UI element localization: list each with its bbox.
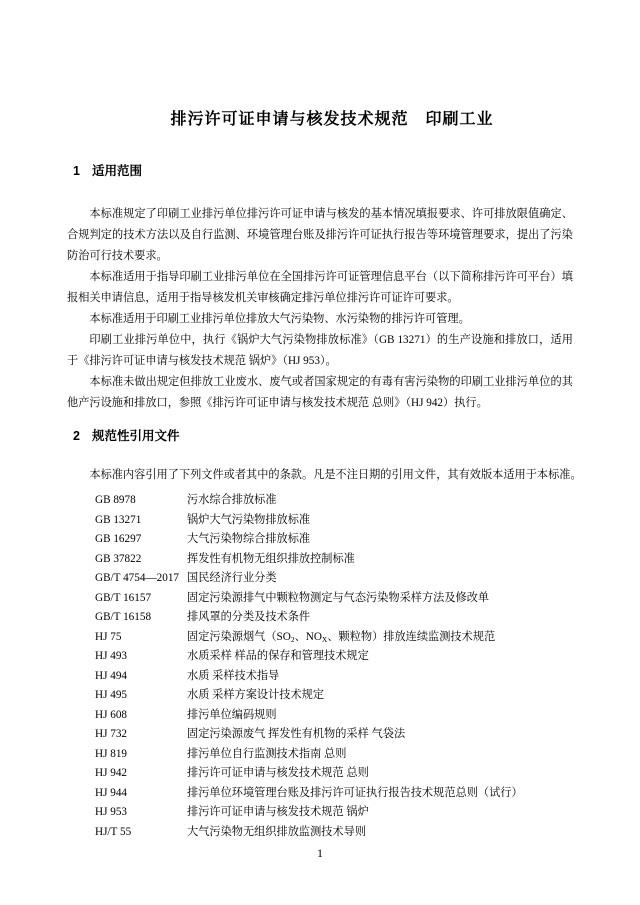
reference-row xyxy=(95,589,573,609)
reference-row xyxy=(95,647,573,667)
section-1-number: 1 xyxy=(73,164,80,178)
reference-row xyxy=(95,745,573,765)
reference-title: 排污许可证申请与核发技术规范 总则 xyxy=(187,767,369,779)
reference-row xyxy=(95,550,573,570)
reference-code: GB 37822 xyxy=(95,552,142,565)
reference-row xyxy=(95,686,573,706)
reference-code: HJ 494 xyxy=(95,669,128,682)
section-2-title: 规范性引用文件 xyxy=(91,429,180,443)
reference-row xyxy=(95,511,573,531)
reference-row xyxy=(95,530,573,550)
reference-code: GB/T 16157 xyxy=(95,591,152,604)
reference-title: 水质采样 样品的保存和管理技术规定 xyxy=(187,650,369,662)
reference-row xyxy=(95,491,573,511)
reference-row xyxy=(95,569,573,589)
reference-code: HJ 75 xyxy=(95,630,122,643)
reference-row xyxy=(95,706,573,726)
reference-code: HJ 953 xyxy=(95,806,128,818)
reference-row xyxy=(95,823,573,843)
document-title: 排污许可证申请与核发技术规范 印刷工业 xyxy=(170,111,494,128)
reference-code: HJ 819 xyxy=(95,747,128,760)
reference-title xyxy=(187,628,573,648)
scope-paragraph-4: 印刷工业排污单位中，执行《锅炉大气污染物排放标准》（GB 13271）的生产设施和排放口，适用于《排污许可证申请与核发技术规范 锅炉》（HJ 953）。 xyxy=(67,334,573,367)
reference-title: 国民经济行业分类 xyxy=(187,572,277,584)
scope-paragraph-5: 本标准未做出规定但排放工业废水、废气或者国家规定的有毒有害污染物的印刷工业排污单位的其他产污设施和排放口，参照《排污许可证申请与核发技术规范 总则》（HJ 942）执行。 xyxy=(67,376,573,409)
reference-row xyxy=(95,803,573,823)
reference-code: GB 8978 xyxy=(95,494,136,506)
reference-title: 水质 采样技术指导 xyxy=(187,669,280,682)
reference-title: 固定污染源废气 挥发性有机物的采样 气袋法 xyxy=(187,728,406,740)
reference-code: HJ 944 xyxy=(95,786,128,799)
reference-code: GB 16297 xyxy=(95,533,142,545)
section-1-title: 适用范围 xyxy=(91,164,142,178)
references-intro: 本标准内容引用了下列文件或者其中的条款。凡是不注日期的引用文件，其有效版本适用于本标准。 xyxy=(89,469,582,481)
reference-row xyxy=(95,667,573,687)
section-2-number: 2 xyxy=(73,429,80,443)
reference-code: GB/T 16158 xyxy=(95,611,152,623)
reference-title: 锅炉大气污染物排放标准 xyxy=(187,513,311,526)
reference-title-text: 固定污染源烟气（SO xyxy=(187,630,291,643)
reference-title: 大气污染物无组织排放监测技术导则 xyxy=(187,825,367,838)
reference-title: 水质 采样方案设计技术规定 xyxy=(187,689,325,701)
reference-title: 污水综合排放标准 xyxy=(187,494,277,506)
reference-code: GB 13271 xyxy=(95,513,142,526)
scope-paragraph-3: 本标准适用于印刷工业排污单位排放大气污染物、水污染物的排污许可管理。 xyxy=(89,313,470,325)
reference-code: HJ 732 xyxy=(95,728,128,740)
reference-code: HJ 495 xyxy=(95,689,128,701)
reference-title: 固定污染源排气中颗粒物测定与气态污染物采样方法及修改单 xyxy=(187,591,490,604)
section-2-heading xyxy=(67,428,573,445)
reference-title-text: 、NO xyxy=(294,630,322,643)
nox-subscript: X xyxy=(321,634,328,644)
scope-paragraph-2: 本标准适用于指导印刷工业排污单位在全国排污许可证管理信息平台（以下简称排污许可平台）填报相关申请信息，适用于指导核发机关审核确定排污单位排污许可证许可要求。 xyxy=(67,271,573,304)
reference-row xyxy=(95,725,573,745)
section-1-heading xyxy=(67,163,573,180)
reference-title: 排污许可证申请与核发技术规范 锅炉 xyxy=(187,806,369,818)
page-number: 1 xyxy=(317,846,323,860)
reference-code: GB/T 4754—2017 xyxy=(95,572,180,584)
reference-code: HJ/T 55 xyxy=(95,825,132,838)
reference-code: HJ 942 xyxy=(95,767,128,779)
reference-title: 大气污染物综合排放标准 xyxy=(187,533,311,545)
reference-title: 排污单位编码规则 xyxy=(187,708,277,721)
so2-subscript: 2 xyxy=(290,634,295,644)
reference-row xyxy=(95,784,573,804)
reference-title: 排污单位环境管理台账及排污许可证执行报告技术规范总则（试行） xyxy=(187,786,523,799)
reference-title: 排污单位自行监测技术指南 总则 xyxy=(187,747,347,760)
references-list xyxy=(67,491,573,842)
reference-title: 排风罩的分类及技术条件 xyxy=(187,611,311,623)
reference-row xyxy=(95,628,573,648)
reference-row xyxy=(95,608,573,628)
reference-row xyxy=(95,764,573,784)
reference-code: HJ 608 xyxy=(95,708,128,721)
scope-paragraph-1: 本标准规定了印刷工业排污单位排污许可证申请与核发的基本情况填报要求、许可排放限值确定、合规判定的技术方法以及自行监测、环境管理台账及排污许可证执行报告等环境管理要求，提出了污染防治可行技术要求。 xyxy=(67,208,573,262)
reference-code: HJ 493 xyxy=(95,650,128,662)
reference-title: 挥发性有机物无组织排放控制标准 xyxy=(187,552,355,565)
reference-title-text: 、颗粒物）排放连续监测技术规范 xyxy=(327,630,496,643)
